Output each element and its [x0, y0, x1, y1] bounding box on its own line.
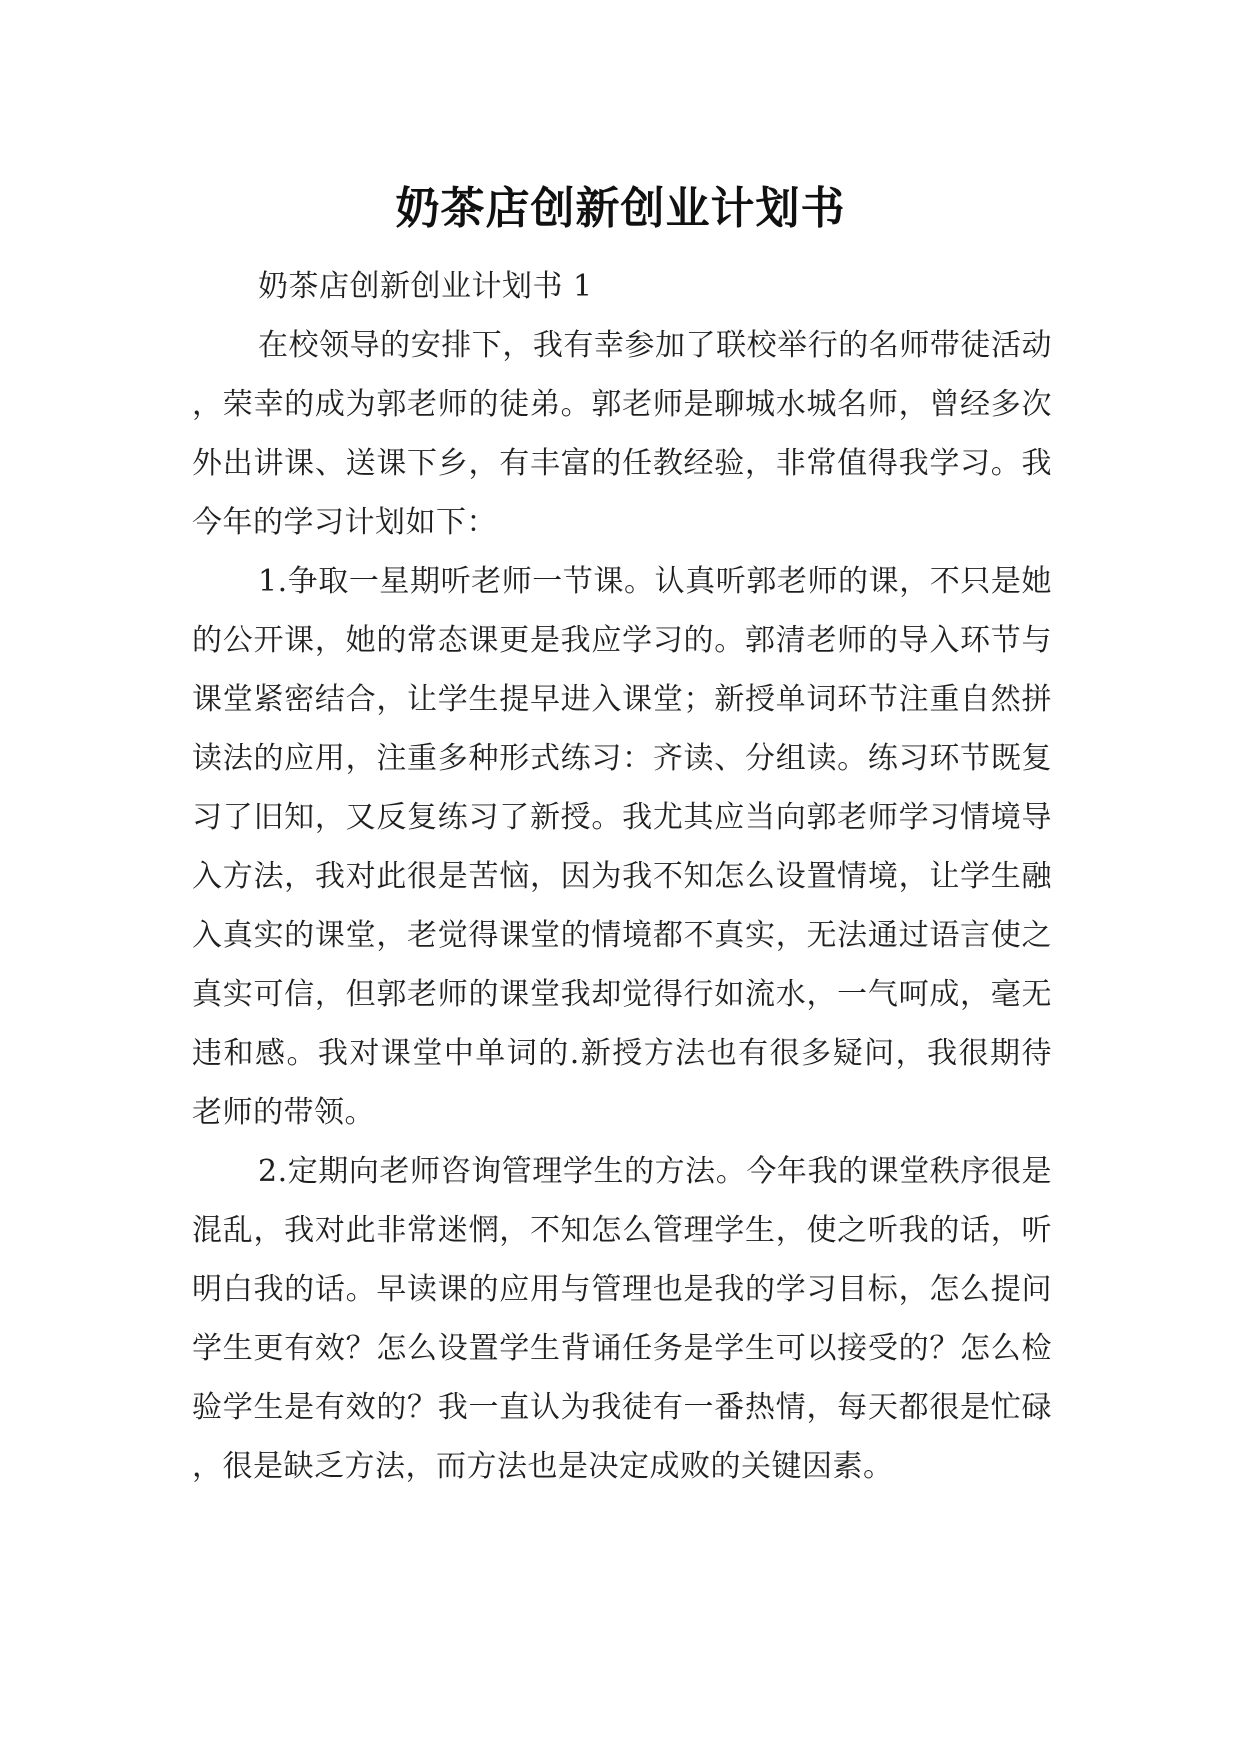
paragraph-item-2: 2.定期向老师咨询管理学生的方法。今年我的课堂秩序很是混乱，我对此非常迷惘，不知怎么管理学生，使之听我的话，听明白我的话。早读课的应用与管理也是我的学习目标，怎么提问学生更有效？怎么设置学生背诵任务是学生可以接受的？怎么检验学生是有效的？我一直认为我徒有一番热情，每天都很是忙碌，很是缺乏方法，而方法也是决定成败的关键因素。 — [192, 1154, 1052, 1484]
document-title: 奶茶店创新创业计划书 — [395, 183, 846, 235]
document-body — [192, 257, 1052, 1496]
paragraph-intro: 在校领导的安排下，我有幸参加了联校举行的名师带徒活动，荣幸的成为郭老师的徒弟。郭老师是聊城水城名师，曾经多次外出讲课、送课下乡，有丰富的任教经验，非常值得我学习。我今年的学习计划如下： — [192, 328, 1052, 540]
section-heading: 奶茶店创新创业计划书 1 — [258, 269, 593, 304]
paragraph-item-1: 1.争取一星期听老师一节课。认真听郭老师的课，不只是她的公开课，她的常态课更是我应学习的。郭清老师的导入环节与课堂紧密结合，让学生提早进入课堂；新授单词环节注重自然拼读法的应用，注重多种形式练习：齐读、分组读。练习环节既复习了旧知，又反复练习了新授。我尤其应当向郭老师学习情境导入方法，我对此很是苦恼，因为我不知怎么设置情境，让学生融入真实的课堂，老觉得课堂的情境都不真实，无法通过语言使之真实可信，但郭老师的课堂我却觉得行如流水，一气呵成，毫无违和感。我对课堂中单词的.新授方法也有很多疑问，我很期待老师的带领。 — [192, 564, 1052, 1130]
